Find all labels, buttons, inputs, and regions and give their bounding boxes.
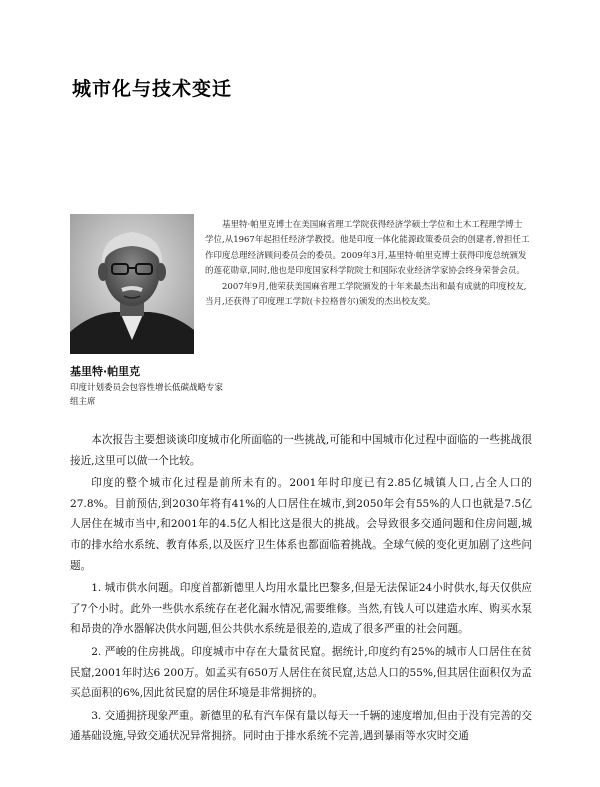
body-paragraph: 2. 严峻的住房挑战。印度城市中存在大量贫民窟。据统计,印度约有25%的城市人口居住在贫民窟,2001年时达6 200万。如孟买有650万人居住在贫民窟,达总人口的55%,但其居住面积仅为孟买总面积的6%,因此贫民窟的居住环境是非常拥挤的。 bbox=[70, 645, 532, 700]
portrait-photo bbox=[70, 214, 194, 354]
profile-role: 印度计划委员会包容性增长低碳战略专家组主席 bbox=[70, 383, 224, 407]
article-body bbox=[70, 430, 532, 749]
body-paragraph: 本次报告主要想谈谈印度城市化所面临的一些挑战,可能和中国城市化过程中面临的一些挑战很接近,这里可以做一个比较。 bbox=[70, 434, 532, 467]
bio-paragraph: 2007年9月,他荣获美国麻省理工学院颁发的十年来最杰出和最有成就的印度校友,当月,还获得了印度理工学院(卡拉格普尔)颁发的杰出校友奖。 bbox=[205, 281, 527, 308]
profile-name: 基里特·帕里克 bbox=[70, 365, 141, 378]
bio-paragraph: 基里特·帕里克博士在美国麻省理工学院获得经济学硕士学位和土木工程理学博士学位,从1967年起担任经济学教授。他是印度一体化能源政策委员会的创建者,曾担任工作印度总理经济顾问委员会的委员。2009年3月,基里特·帕里克博士获得印度总统颁发的莲花勋章,同时,他也是印度国家科学院院士和国际农业经济学家协会终身荣誉会员。 bbox=[205, 220, 530, 277]
body-paragraph: 1. 城市供水问题。印度首都新德里人均用水量比巴黎多,但是无法保证24小时供水,每天仅供应了7个小时。此外一些供水系统存在老化漏水情况,需要维修。当然,有钱人可以建造水库、购买水泵和昂贵的净水器解决供水问题,但公共供水系统是很差的,造成了很多严重的社会问题。 bbox=[70, 582, 532, 636]
body-paragraph: 印度的整个城市化过程是前所未有的。2001年时印度已有2.85亿城镇人口,占全人口的27.8%。目前预估,到2030年将有41%的人口居住在城市,到2050年会有55%的人口也就是7.5亿人居住在城市当中,和2001年的4.5亿人相比这是很大的挑战。会导致很多交通问题和住房问题,城市的排水给水系统、教育体系,以及医疗卫生体系也都面临着挑战。全球气候的变化更加剧了这些问题。 bbox=[70, 477, 532, 572]
body-paragraph: 3. 交通拥挤现象严重。新德里的私有汽车保有量以每天一千辆的速度增加,但由于没有完善的交通基础设施,导致交通状况异常拥挤。同时由于排水系统不完善,遇到暴雨等水灾时交通 bbox=[70, 709, 532, 743]
bio-block bbox=[205, 218, 530, 310]
page-title: 城市化与技术变迁 bbox=[72, 78, 233, 100]
